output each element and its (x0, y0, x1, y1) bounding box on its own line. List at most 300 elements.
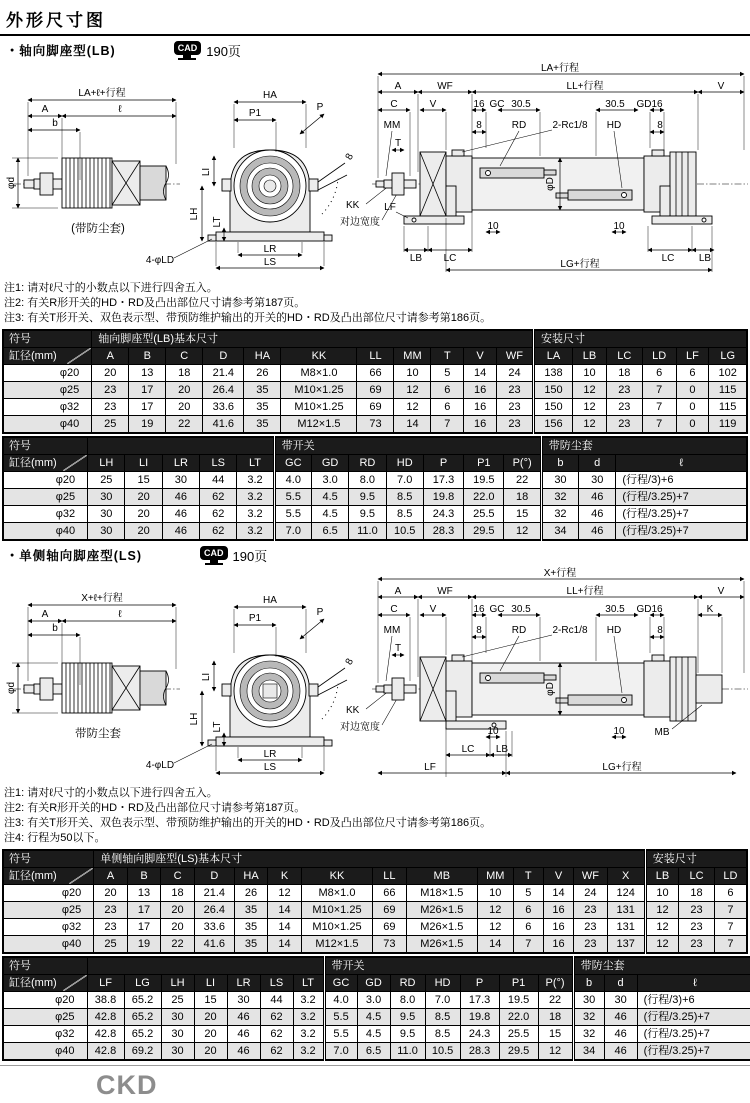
dim-label: RD (511, 625, 527, 636)
data-cell: 15 (125, 472, 162, 489)
dim-label: WF (437, 586, 453, 597)
col-header: GD (357, 975, 390, 992)
note-line: 注3: 有关T形开关、双色表示型、带预防维护输出的开关的HD・RD及凸出部位尺寸请参考第186页。 (4, 312, 492, 324)
data-cell: 32 (541, 506, 578, 523)
data-cell: 29.5 (464, 523, 504, 541)
data-cell: 13 (127, 885, 161, 902)
data-cell: 46 (604, 1026, 637, 1043)
dim-label: WF (437, 81, 453, 92)
section-title-lb: 轴向脚座型(LB) (19, 44, 116, 58)
corner-top: 符号 (3, 437, 88, 455)
data-cell: 3.2 (293, 992, 324, 1009)
data-cell: M12×1.5 (301, 936, 372, 954)
col-header: LD (642, 348, 676, 365)
data-cell: 7 (714, 902, 747, 919)
dim-label: 16 (651, 604, 663, 615)
data-cell: 46 (579, 489, 616, 506)
dim-label: 30.5 (605, 99, 625, 110)
ls-basic-dimensions-table (2, 849, 748, 954)
data-cell: 23 (496, 416, 533, 434)
data-cell: 3.2 (237, 506, 274, 523)
data-cell: 20 (194, 1043, 227, 1061)
data-cell: 19.8 (460, 1009, 499, 1026)
section-head-ls (0, 543, 750, 567)
table-row (3, 1009, 750, 1026)
data-cell: 0 (676, 399, 709, 416)
data-cell: 12 (477, 919, 513, 936)
data-cell: 35 (234, 902, 268, 919)
col-header: X (607, 868, 645, 885)
note-line: 注2: 有关R形开关的HD・RD及凸出部位尺寸请参考第187页。 (4, 297, 306, 309)
dim-label: b (52, 623, 58, 634)
col-header: LD (714, 868, 747, 885)
row-header: φ40 (3, 416, 92, 434)
corner-bottom: 缸径(mm) (3, 455, 88, 472)
table-row (3, 472, 747, 489)
col-header: HD (386, 455, 423, 472)
note-line: 注3: 有关T形开关、双色表示型、带预防维护输出的开关的HD・RD及凸出部位尺寸请参考第186页。 (4, 817, 492, 829)
dim-label: 10 (613, 726, 625, 737)
dust-cover-caption: 带防尘套 (75, 728, 121, 740)
data-cell: 25 (92, 416, 129, 434)
dim-label: 8 (476, 625, 482, 636)
row-header: φ25 (3, 902, 94, 919)
dim-label: V (717, 586, 725, 597)
dim-label: 2-Rc1/8 (552, 625, 588, 636)
col-header: V (464, 348, 497, 365)
dim-label: 10 (487, 726, 499, 737)
data-cell: 46 (227, 1026, 260, 1043)
dim-label: T (394, 643, 402, 654)
data-cell: 4.5 (357, 1026, 390, 1043)
data-cell: 46 (227, 1009, 260, 1026)
data-cell: 34 (541, 523, 578, 541)
data-cell: M10×1.25 (301, 902, 372, 919)
data-cell: M10×1.25 (281, 382, 357, 399)
page-footer (0, 1065, 750, 1098)
data-cell: 32 (541, 489, 578, 506)
data-cell: 13 (129, 365, 166, 382)
data-cell: 12 (573, 416, 607, 434)
data-cell: 33.6 (203, 399, 244, 416)
data-cell: 30 (88, 506, 125, 523)
corner-top: 符号 (3, 850, 94, 868)
corner-bottom: 缸径(mm) (3, 975, 87, 992)
table-row (3, 936, 747, 954)
col-header: LS (200, 455, 237, 472)
col-header: RD (390, 975, 425, 992)
data-cell: 30 (161, 1026, 194, 1043)
data-cell: 5.5 (324, 1009, 357, 1026)
cad-screen-label: CAD (200, 546, 228, 560)
data-cell: 33.6 (194, 919, 234, 936)
data-cell: 20 (161, 902, 195, 919)
dim-label: P (316, 607, 324, 618)
group-header: 轴向脚座型(LB)基本尺寸 (92, 330, 534, 348)
dim-label: V (429, 99, 437, 110)
data-cell: 150 (533, 399, 572, 416)
dim-label: T (394, 138, 402, 149)
col-header: WF (574, 868, 608, 885)
table-row (3, 1043, 750, 1061)
data-cell: 62 (200, 489, 237, 506)
data-cell: 9.5 (390, 1026, 425, 1043)
col-header: LC (606, 348, 642, 365)
dim-label: MB (654, 727, 670, 738)
data-cell: 23 (574, 902, 608, 919)
data-cell: 35 (244, 382, 281, 399)
data-cell: 17 (127, 902, 161, 919)
col-header: HA (234, 868, 268, 885)
data-cell: 14 (268, 902, 302, 919)
data-cell: 26.4 (194, 902, 234, 919)
data-cell: 12 (573, 382, 607, 399)
dim-label: LT (212, 721, 223, 733)
data-cell: 5.5 (274, 489, 311, 506)
data-cell: 3.2 (293, 1026, 324, 1043)
row-header: φ20 (3, 992, 87, 1009)
data-cell: 69 (373, 919, 407, 936)
data-cell: 46 (227, 1043, 260, 1061)
data-cell: 5 (513, 885, 543, 902)
col-header: LI (125, 455, 162, 472)
data-cell: 3.2 (237, 489, 274, 506)
col-header: LG (124, 975, 161, 992)
data-cell: 3.0 (311, 472, 348, 489)
data-cell: 138 (533, 365, 572, 382)
data-cell: 8.0 (349, 472, 386, 489)
data-cell: 5 (431, 365, 464, 382)
data-cell: 12 (394, 399, 431, 416)
col-header: LI (194, 975, 227, 992)
dim-label: 16 (473, 99, 485, 110)
col-header: B (129, 348, 166, 365)
data-cell: 62 (260, 1026, 293, 1043)
col-header: ℓ (616, 455, 747, 472)
data-cell: 8.5 (425, 1026, 460, 1043)
dim-label: MM (383, 120, 401, 131)
data-cell: (行程/3.25)+7 (616, 523, 747, 541)
col-header: A (94, 868, 128, 885)
data-cell: 7 (714, 919, 747, 936)
bullet-icon: ● (10, 551, 15, 559)
data-cell: 18 (606, 365, 642, 382)
col-header: P (423, 455, 463, 472)
data-cell: 7.0 (324, 1043, 357, 1061)
ckd-logo: CKD (96, 1070, 158, 1100)
data-cell: 69.2 (124, 1043, 161, 1061)
data-cell: 0 (676, 382, 709, 399)
data-cell: 22 (161, 936, 195, 954)
dim-label: LR (263, 244, 277, 255)
data-cell: 14 (543, 885, 573, 902)
table-row (3, 489, 747, 506)
corner-bottom: 缸径(mm) (3, 348, 92, 365)
data-cell: 131 (607, 902, 645, 919)
dim-label: 8 (343, 151, 356, 162)
data-cell: 20 (92, 365, 129, 382)
row-header: φ25 (3, 1009, 87, 1026)
data-cell: 6 (513, 919, 543, 936)
dim-label: LF (424, 762, 436, 773)
data-cell: 29.5 (499, 1043, 538, 1061)
table-row (3, 919, 747, 936)
data-cell: M12×1.5 (281, 416, 357, 434)
col-header: C (166, 348, 203, 365)
dim-label: A (41, 609, 49, 620)
dim-label: φd (6, 176, 17, 190)
col-header: T (431, 348, 464, 365)
table-row (3, 399, 747, 416)
data-cell: 16 (543, 919, 573, 936)
data-cell: 19 (127, 936, 161, 954)
data-cell: 17 (129, 399, 166, 416)
data-cell: 19 (129, 416, 166, 434)
note-line: 注4: 行程为50以下。 (4, 832, 106, 844)
ls-side-view (372, 567, 748, 777)
dim-label: KK (346, 705, 360, 716)
data-cell: 24.3 (423, 506, 463, 523)
group-header: 带防尘套 (541, 437, 747, 455)
dust-cover-caption: (带防尘套) (71, 223, 125, 235)
lb-dust-cover-view (6, 86, 180, 235)
dim-label: P1 (248, 613, 262, 624)
col-header: V (543, 868, 573, 885)
dim-label: A (394, 586, 402, 597)
data-cell: 8.5 (425, 1009, 460, 1026)
dim-label: LA+ℓ+行程 (78, 88, 126, 99)
data-cell: 5.5 (324, 1026, 357, 1043)
data-cell: 7 (642, 382, 676, 399)
data-cell: 23 (92, 382, 129, 399)
col-header: B (127, 868, 161, 885)
data-cell: 19.8 (423, 489, 463, 506)
row-header: φ40 (3, 936, 94, 954)
col-header: P (460, 975, 499, 992)
data-cell: 18 (504, 489, 541, 506)
table-row (3, 382, 747, 399)
table-row (3, 506, 747, 523)
col-header: HA (244, 348, 281, 365)
data-cell: 5.5 (274, 506, 311, 523)
dim-label: ℓ (118, 104, 122, 115)
data-cell: 8.5 (386, 489, 423, 506)
dim-label: LB (409, 253, 423, 264)
data-cell: 0 (676, 416, 709, 434)
table-row (3, 416, 747, 434)
group-header: 单侧轴向脚座型(LS)基本尺寸 (94, 850, 645, 868)
data-cell: 12 (573, 399, 607, 416)
dim-label: RD (511, 120, 527, 131)
data-cell: 22 (538, 992, 573, 1009)
data-cell: 25 (94, 936, 128, 954)
data-cell: 23 (574, 936, 608, 954)
dim-label: 对边宽度 (340, 722, 380, 733)
data-cell: 12 (477, 902, 513, 919)
data-cell: 35 (234, 936, 268, 954)
data-cell: 28.3 (460, 1043, 499, 1061)
data-cell: 16 (543, 936, 573, 954)
col-header: LH (161, 975, 194, 992)
data-cell: 30 (161, 1043, 194, 1061)
data-cell: 23 (92, 399, 129, 416)
data-cell: 23 (606, 416, 642, 434)
dim-label: LS (263, 257, 277, 268)
dim-label: A (41, 104, 49, 115)
row-header: φ20 (3, 365, 92, 382)
col-header: K (268, 868, 302, 885)
row-header: φ32 (3, 919, 94, 936)
data-cell: 20 (194, 1009, 227, 1026)
dim-label: 8 (657, 625, 663, 636)
data-cell: M8×1.0 (301, 885, 372, 902)
data-cell: 30 (227, 992, 260, 1009)
dim-label: 4-φLD (145, 255, 175, 266)
data-cell: 23 (574, 919, 608, 936)
cad-page-ref: 190页 (206, 43, 241, 59)
data-cell: 17.3 (460, 992, 499, 1009)
data-cell: 30 (88, 489, 125, 506)
data-cell: 10 (645, 885, 679, 902)
cad-page-ref: 190页 (232, 548, 268, 564)
data-cell: 124 (607, 885, 645, 902)
dim-label: LC (443, 253, 457, 264)
data-cell: 46 (162, 523, 199, 541)
data-cell: 4.0 (274, 472, 311, 489)
notes-ls (0, 786, 750, 846)
dim-label: LI (201, 672, 212, 682)
row-header: φ32 (3, 1026, 87, 1043)
data-cell: 7 (431, 416, 464, 434)
data-cell: 12 (268, 885, 302, 902)
data-cell: 3.2 (237, 472, 274, 489)
cad-base (178, 58, 196, 60)
data-cell: 7.0 (386, 472, 423, 489)
data-cell: 25 (88, 472, 125, 489)
data-cell: 46 (579, 506, 616, 523)
data-cell: 119 (709, 416, 747, 434)
dim-label: K (706, 604, 714, 615)
col-header: D (203, 348, 244, 365)
data-cell: 6.5 (311, 523, 348, 541)
ls-switch-dustcover-table (2, 956, 750, 1061)
data-cell: 23 (496, 399, 533, 416)
lb-basic-dimensions-table (2, 329, 748, 434)
data-cell: 131 (607, 919, 645, 936)
data-cell: 3.2 (237, 523, 274, 541)
cad-base (205, 563, 223, 565)
dim-label: φd (6, 681, 17, 695)
col-header: b (573, 975, 604, 992)
data-cell: 20 (161, 919, 195, 936)
page-title: 外形尺寸图 (0, 4, 750, 36)
table-row (3, 885, 747, 902)
note-line: 注1: 请对ℓ尺寸的小数点以下进行四舍五入。 (4, 282, 218, 294)
dim-label: GC (489, 604, 505, 615)
data-cell: 21.4 (194, 885, 234, 902)
data-cell: 66 (373, 885, 407, 902)
note-line: 注2: 有关R形开关的HD・RD及凸出部位尺寸请参考第187页。 (4, 802, 306, 814)
table-row (3, 523, 747, 541)
dim-label: LC (661, 253, 675, 264)
data-cell: 44 (260, 992, 293, 1009)
col-header: LB (645, 868, 679, 885)
col-header: LL (373, 868, 407, 885)
data-cell: 25.5 (499, 1026, 538, 1043)
data-cell: 6 (714, 885, 747, 902)
group-header: 安装尺寸 (533, 330, 747, 348)
data-cell: M26×1.5 (406, 902, 477, 919)
data-cell: 69 (357, 399, 394, 416)
data-cell: 30 (162, 472, 199, 489)
data-cell: 7 (642, 399, 676, 416)
data-cell: 24 (574, 885, 608, 902)
data-cell: 14 (268, 936, 302, 954)
data-cell: 16 (543, 902, 573, 919)
data-cell: 23 (679, 902, 715, 919)
data-cell: 9.5 (390, 1009, 425, 1026)
col-header: A (92, 348, 129, 365)
data-cell: 10.5 (386, 523, 423, 541)
group-header (88, 437, 274, 455)
dim-label: φD (545, 177, 556, 191)
data-cell: 20 (166, 382, 203, 399)
data-cell: 115 (709, 399, 747, 416)
col-header: d (604, 975, 637, 992)
data-cell: 69 (373, 902, 407, 919)
dim-label: 10 (487, 221, 499, 232)
cad-icon (174, 41, 202, 60)
col-header: LC (679, 868, 715, 885)
data-cell: 3.0 (357, 992, 390, 1009)
corner-bottom: 缸径(mm) (3, 868, 94, 885)
dim-label: P1 (248, 108, 262, 119)
col-header: b (541, 455, 578, 472)
col-header: ℓ (637, 975, 750, 992)
dim-label: HA (263, 595, 277, 606)
data-cell: 42.8 (87, 1043, 124, 1061)
lb-switch-dustcover-table (2, 436, 748, 541)
data-cell: 30 (161, 1009, 194, 1026)
col-header: GC (324, 975, 357, 992)
dim-label: LT (212, 216, 223, 228)
data-cell: 6 (431, 382, 464, 399)
data-cell: 65.2 (124, 1009, 161, 1026)
col-header: P1 (464, 455, 504, 472)
data-cell: 7.0 (274, 523, 311, 541)
data-cell: 12 (504, 523, 541, 541)
data-cell: 7 (642, 416, 676, 434)
dim-label: φD (545, 682, 556, 696)
row-header: φ32 (3, 506, 88, 523)
dim-label: P (316, 102, 324, 113)
data-cell: 20 (125, 506, 162, 523)
col-header: LS (260, 975, 293, 992)
table-row (3, 365, 747, 382)
data-cell: 41.6 (194, 936, 234, 954)
group-header: 带防尘套 (573, 957, 750, 975)
data-cell: 9.5 (349, 489, 386, 506)
data-cell: 25 (161, 992, 194, 1009)
dim-label: A (394, 81, 402, 92)
section-head-lb (0, 38, 750, 62)
data-cell: 115 (709, 382, 747, 399)
data-cell: 20 (94, 885, 128, 902)
col-header: KK (301, 868, 372, 885)
data-cell: 10.5 (425, 1043, 460, 1061)
data-cell: 32 (573, 1026, 604, 1043)
col-header: WF (496, 348, 533, 365)
